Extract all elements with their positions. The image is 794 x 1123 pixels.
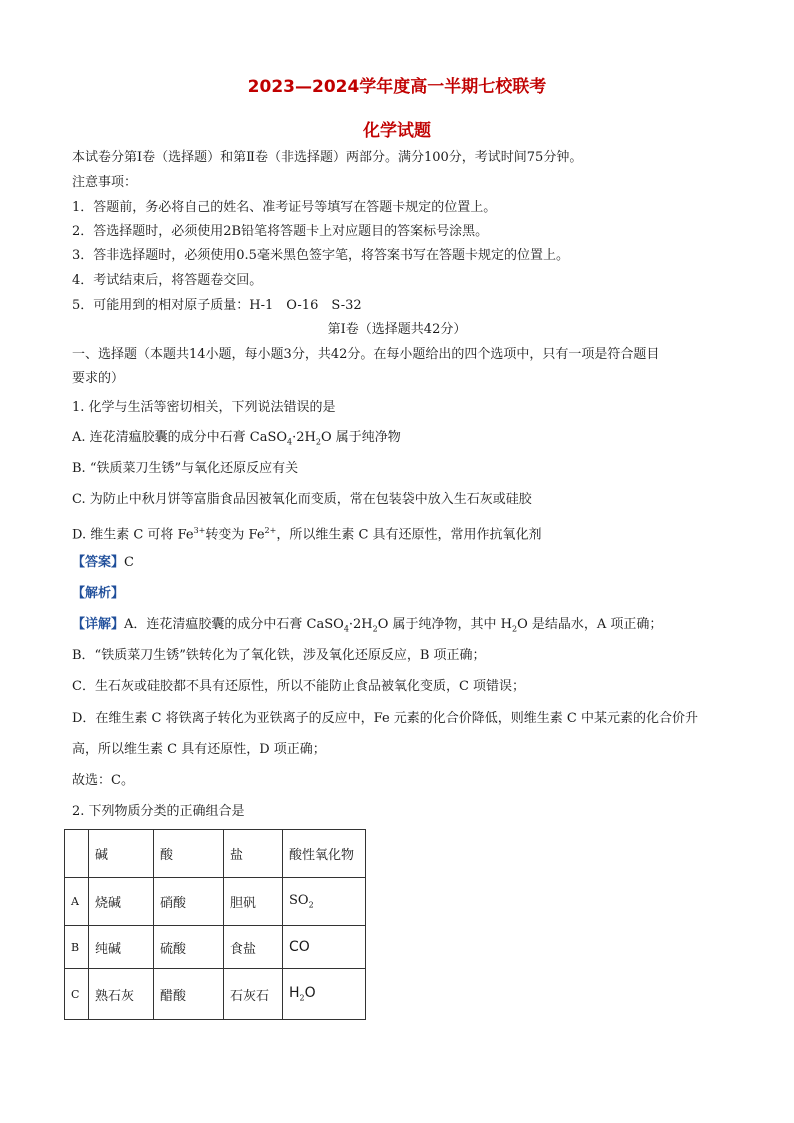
detail-d-line2: 高，所以维生素 C 具有还原性，D 项正确； bbox=[72, 742, 326, 757]
option-d-text: 转变为 Fe bbox=[205, 527, 265, 543]
salt-cell: 食盐 bbox=[224, 926, 283, 969]
note-5: 5．可能用到的相对原子质量：H-1 O-16 S-32 bbox=[72, 298, 362, 313]
oxide-cell bbox=[283, 926, 366, 969]
conclusion: 故选：C。 bbox=[72, 773, 134, 788]
option-a-text: ·2H bbox=[292, 430, 316, 445]
table-row bbox=[65, 969, 366, 1020]
table-header-cell: 碱 bbox=[89, 830, 154, 878]
note-3: 3．答非选择题时，必须使用0.5毫米黑色签字笔，将答案书写在答题卡规定的位置上。 bbox=[72, 248, 569, 263]
subscript: 2 bbox=[308, 900, 314, 910]
salt-cell: 石灰石 bbox=[224, 969, 283, 1020]
subscript: 2 bbox=[372, 624, 378, 634]
question-1-stem: 1. 化学与生活等密切相关，下列说法错误的是 bbox=[72, 400, 336, 415]
acid-cell: 醋酸 bbox=[154, 969, 224, 1020]
table-row bbox=[65, 878, 366, 926]
option-a-text: A. 连花清瘟胶囊的成分中石膏 CaSO bbox=[72, 430, 288, 445]
detail-b: B．“铁质菜刀生锈”铁转化为了氧化铁，涉及氧化还原反应，B 项正确； bbox=[72, 648, 486, 663]
notes-title: 注意事项： bbox=[72, 175, 138, 190]
acid-cell: 硝酸 bbox=[154, 878, 224, 926]
subscript: 2 bbox=[512, 624, 518, 634]
formula: O bbox=[304, 985, 316, 1002]
question-1-option-b: B. “铁质菜刀生锈”与氧化还原反应有关 bbox=[72, 461, 299, 476]
intro-line: 本试卷分第Ⅰ卷（选择题）和第Ⅱ卷（非选择题）两部分。满分100分，考试时间75分钟。 bbox=[72, 150, 583, 165]
formula: H bbox=[289, 985, 300, 1002]
exam-subject-title: 化学试题 bbox=[363, 121, 431, 141]
table-header-row bbox=[65, 830, 366, 878]
question-1-option-a bbox=[72, 430, 401, 451]
base-cell: 熟石灰 bbox=[89, 969, 154, 1020]
oxide-cell bbox=[283, 878, 366, 926]
analysis-line bbox=[72, 586, 124, 602]
superscript: 2+ bbox=[264, 526, 277, 535]
base-cell: 纯碱 bbox=[89, 926, 154, 969]
option-d-text: D. 维生素 C 可将 Fe bbox=[72, 527, 194, 543]
subscript: 2 bbox=[315, 437, 321, 447]
exam-title: 2023—2024学年度高一半期七校联考 bbox=[247, 77, 547, 97]
superscript: 3+ bbox=[193, 526, 206, 535]
subscript: 4 bbox=[287, 437, 293, 447]
answer-line bbox=[72, 555, 134, 571]
row-label: C bbox=[65, 969, 89, 1020]
option-a-text: O 属于纯净物 bbox=[320, 430, 401, 445]
note-1: 1．答题前，务必将自己的姓名、准考证号等填写在答题卡规定的位置上。 bbox=[72, 200, 497, 215]
option-d-text: ，所以维生素 C 具有还原性，常用作抗氧化剂 bbox=[276, 527, 542, 543]
question-2-stem: 2. 下列物质分类的正确组合是 bbox=[72, 804, 245, 819]
note-4: 4．考试结束后，将答题卷交回。 bbox=[72, 273, 263, 288]
analysis-label: 【解析】 bbox=[72, 586, 125, 601]
detail-d-line1: D．在维生素 C 将铁离子转化为亚铁离子的反应中，Fe 元素的化合价降低，则维生素 C 中某元素的化合价升 bbox=[72, 711, 698, 726]
row-label: B bbox=[65, 926, 89, 969]
detail-label: 【详解】 bbox=[72, 617, 125, 632]
table-header-cell: 酸性氧化物 bbox=[283, 830, 366, 878]
table-header-cell: 酸 bbox=[154, 830, 224, 878]
note-2: 2．答选择题时，必须使用2B铅笔将答题卡上对应题目的答案标号涂黑。 bbox=[72, 224, 489, 239]
section-instruction-line2: 要求的） bbox=[72, 371, 125, 386]
answer-label: 【答案】 bbox=[72, 555, 125, 570]
detail-a-text: A．连花清瘟胶囊的成分中石膏 CaSO bbox=[124, 617, 344, 632]
oxide-cell bbox=[283, 969, 366, 1020]
formula: SO bbox=[289, 893, 309, 909]
detail-a-text: ·2H bbox=[348, 617, 373, 632]
detail-a-text: O 属于纯净物，其中 H bbox=[377, 617, 513, 632]
acid-cell: 硫酸 bbox=[154, 926, 224, 969]
classification-table bbox=[64, 829, 366, 1020]
table-row bbox=[65, 926, 366, 969]
detail-c: C．生石灰或硅胶都不具有还原性，所以不能防止食品被氧化变质，C 项错误； bbox=[72, 679, 526, 694]
question-1-option-c: C. 为防止中秋月饼等富脂食品因被氧化而变质，常在包装袋中放入生石灰或硅胶 bbox=[72, 492, 532, 507]
salt-cell: 胆矾 bbox=[224, 878, 283, 926]
answer-value: C bbox=[124, 555, 134, 570]
table-header-cell bbox=[65, 830, 89, 878]
subscript: 4 bbox=[343, 624, 349, 634]
detail-a-text: O 是结晶水，A 项正确； bbox=[517, 617, 663, 632]
detail-a bbox=[72, 617, 662, 638]
section-heading: 第Ⅰ卷（选择题共42分） bbox=[327, 322, 467, 337]
base-cell: 烧碱 bbox=[89, 878, 154, 926]
row-label: A bbox=[65, 878, 89, 926]
subscript: 2 bbox=[299, 993, 305, 1003]
formula: CO bbox=[289, 939, 310, 955]
question-1-option-d bbox=[72, 523, 542, 543]
table-header-cell: 盐 bbox=[224, 830, 283, 878]
section-instruction-line1: 一、选择题（本题共14小题，每小题3分，共42分。在每小题给出的四个选项中，只有一项是符合题目 bbox=[72, 347, 660, 362]
